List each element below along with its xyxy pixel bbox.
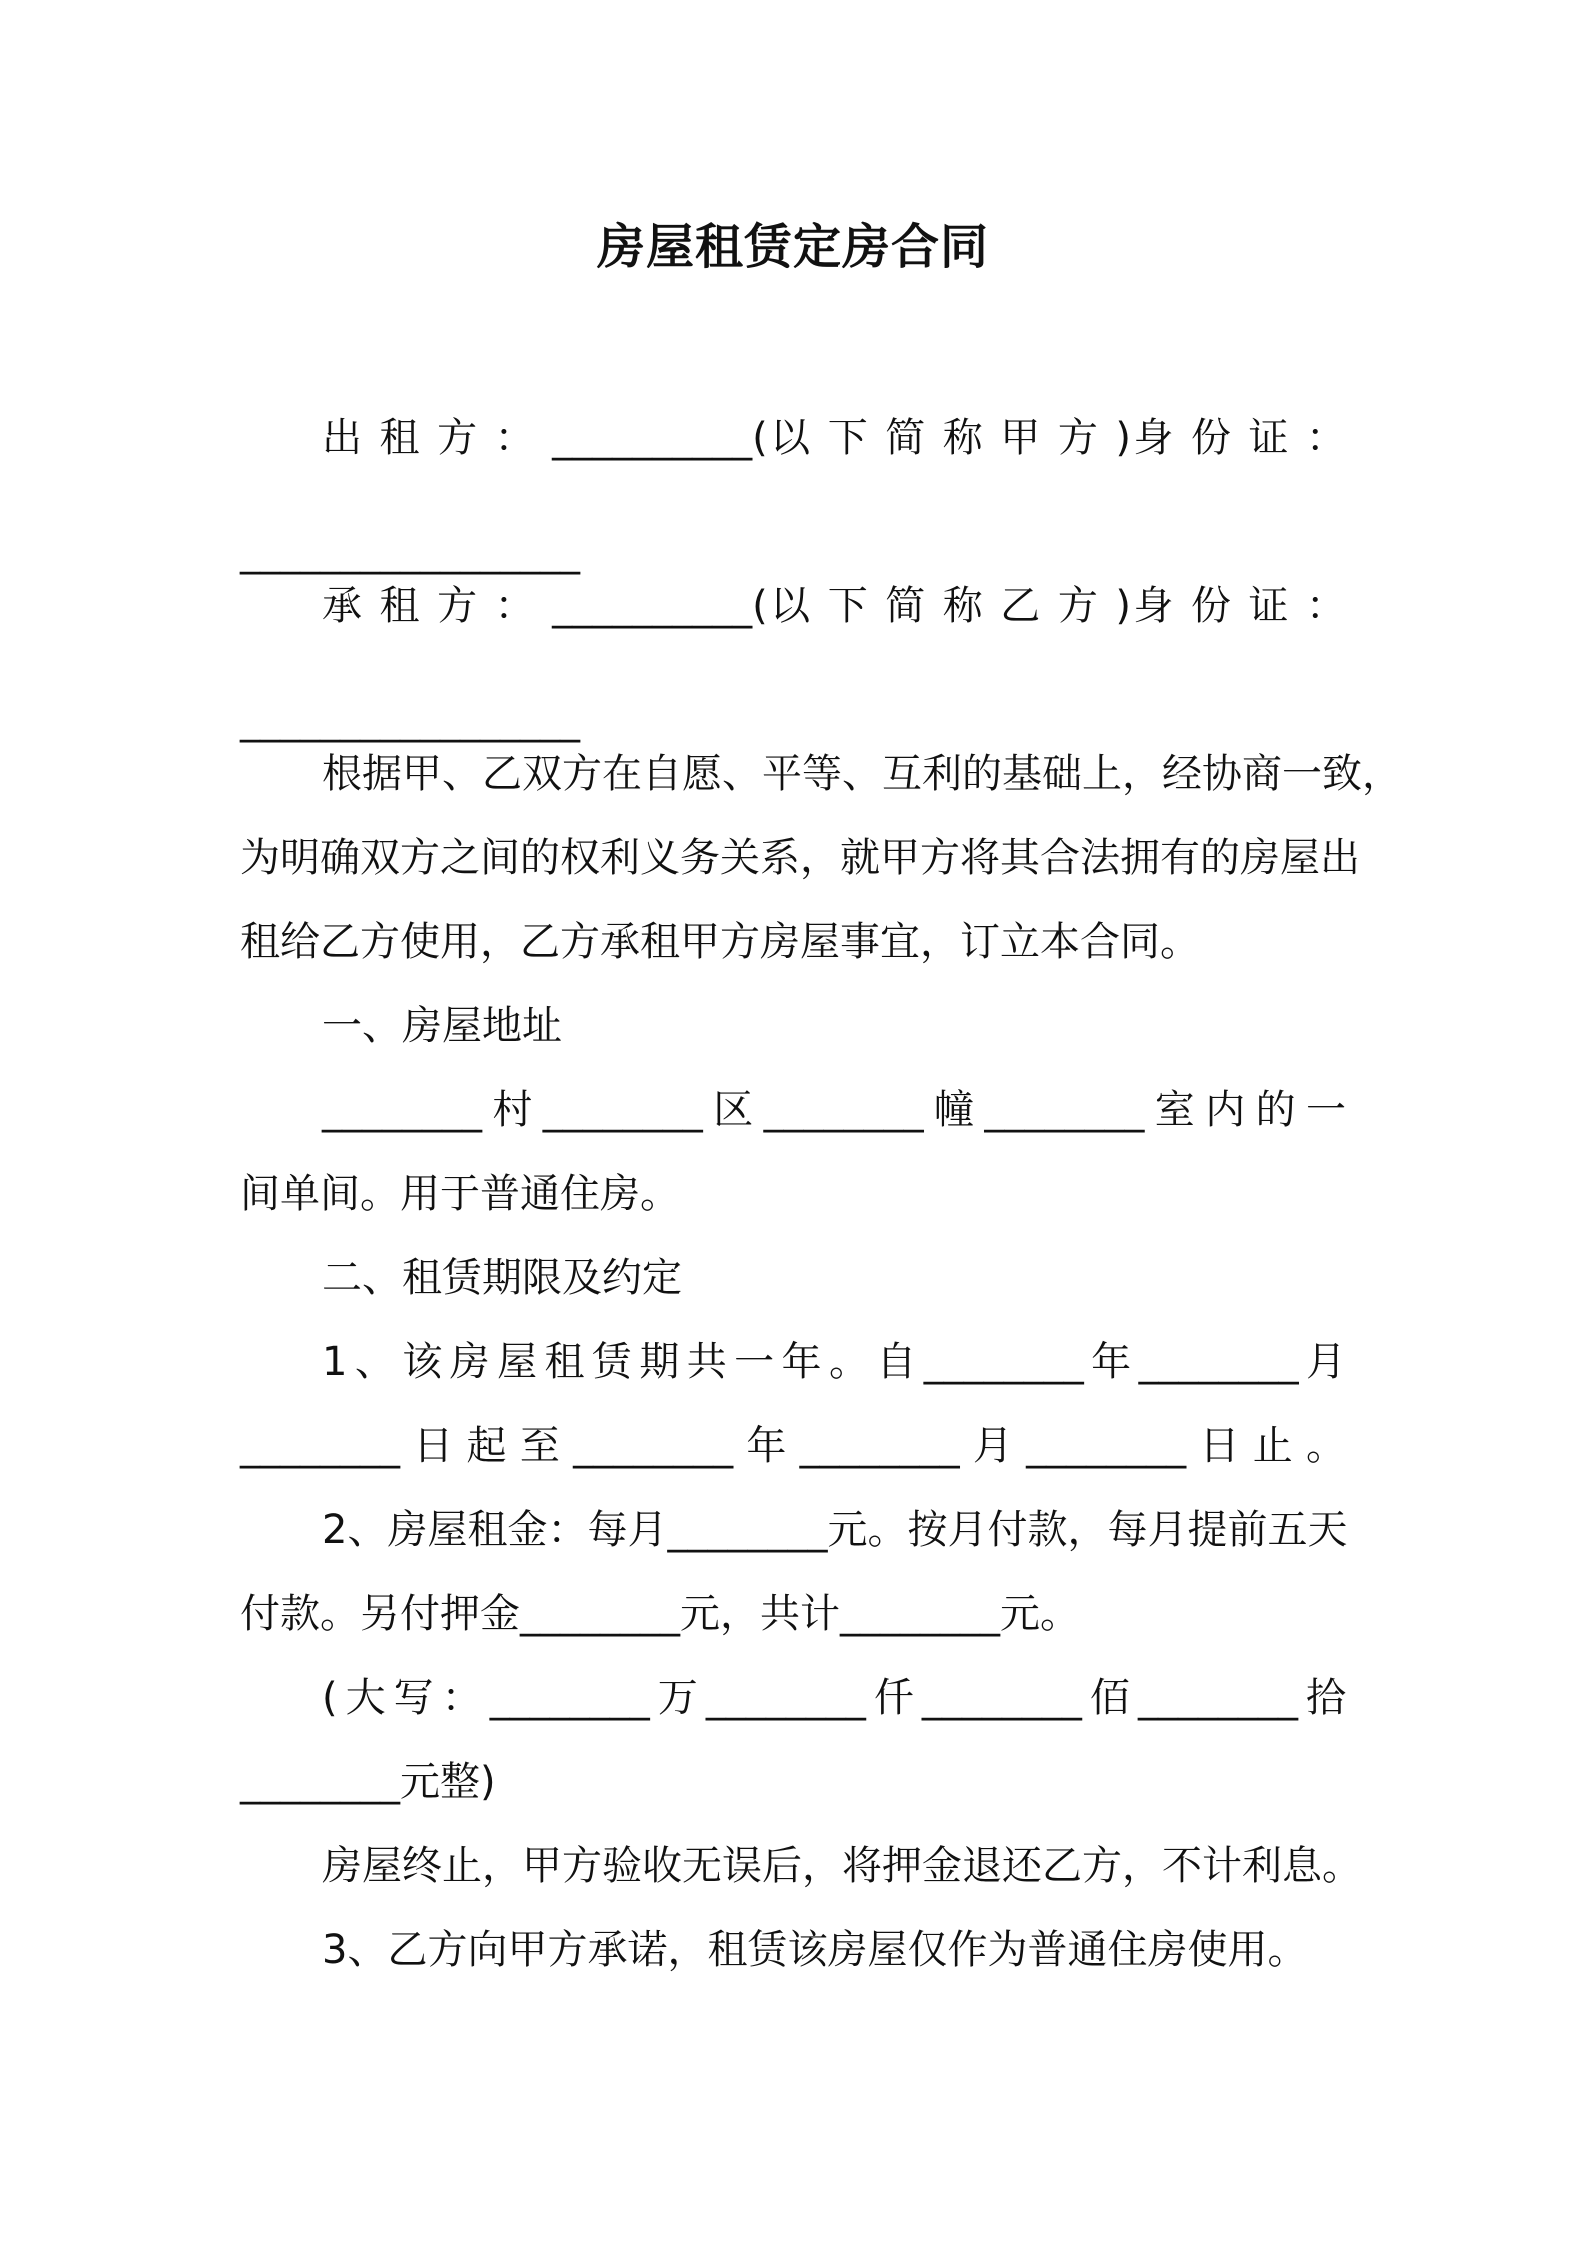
term-line-1: 1、该房屋租赁期共一年。自________年________月 [322,1339,1346,1385]
document-title: 房屋租赁定房合同 [596,219,989,275]
address-line-2: 间单间。用于普通住房。 [240,1171,680,1217]
lessee-id-blank: _________________ [240,697,580,743]
lessor-id-blank: _________________ [240,529,580,575]
rent-line-2: 付款。另付押金________元，共计________元。 [240,1591,1080,1637]
deposit-return-line: 房屋终止，甲方验收无误后，将押金退还乙方，不计利息。 [322,1843,1362,1889]
intro-line-2: 为明确双方之间的权利义务关系，就甲方将其合法拥有的房屋出 [240,835,1360,881]
rent-line-1: 2、房屋租金：每月________元。按月付款，每月提前五天 [322,1507,1348,1553]
lessee-line: 承 租 方 ： __________(以 下 简 称 乙 方 )身 份 证 ： [322,583,1346,629]
term-line-2: ________日起至________年________月________日止。 [240,1423,1346,1469]
intro-line-3: 租给乙方使用，乙方承租甲方房屋事宜，订立本合同。 [240,919,1200,965]
intro-line-1: 根据甲、乙双方在自愿、平等、互利的基础上，经协商一致， [322,751,1402,797]
item3-line: 3、乙方向甲方承诺，租赁该房屋仅作为普通住房使用。 [322,1927,1308,1973]
lessor-line: 出 租 方 ： __________(以 下 简 称 甲 方 )身 份 证 ： [322,415,1346,461]
address-line-1: ________村________区________幢________室内的一 [322,1087,1346,1133]
amount-words-line-2: ________元整) [240,1759,496,1805]
section1-heading: 一、房屋地址 [322,1003,562,1049]
section2-heading: 二、租赁期限及约定 [322,1255,682,1301]
amount-words-line-1: (大写：________万________仟________佰________拾 [322,1675,1346,1721]
